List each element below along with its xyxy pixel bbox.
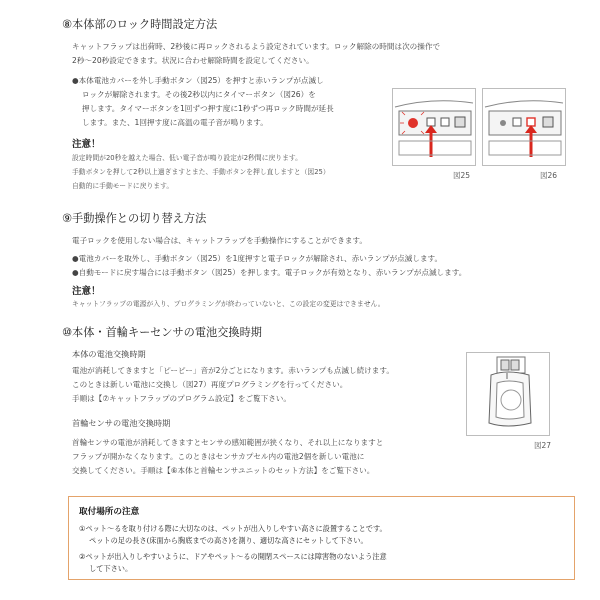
installation-notice-box: [68, 496, 575, 580]
section9-bullet-1: ●電池カバーを取外し、手動ボタン（図25）を1度押すと電子ロックが解除され、赤いランプが点滅します。: [72, 254, 443, 263]
section8-bullet-4: します。また、1回押す度に高温の電子音が鳴ります。: [82, 118, 268, 127]
section8-note-1: 設定時間が20秒を越えた場合、低い電子音が鳴り設定が2秒間に戻ります。: [72, 154, 302, 162]
section8-intro-2: 2秒～20秒設定できます。状況に合わせ解除時間を設定してください。: [72, 56, 314, 65]
section8-title: ⑧本体部のロック時間設定方法: [62, 18, 218, 31]
section10-p1-2: このときは新しい電池に交換し（図27）再度プログラミングを行ってください。: [72, 380, 348, 389]
figure-26: [482, 88, 566, 166]
section9-note-line: キャットフラップの電源が入り、プログラミングが終わっていないと、この設定の変更はできません。: [72, 300, 385, 308]
figure-25-illustration: [393, 89, 475, 165]
section9-title: ⑨手動操作との切り替え方法: [62, 212, 207, 225]
section10-p2-2: フラップが開かなくなります。このときはセンサカプセル内の電池2個を新しい電池に: [72, 452, 365, 461]
notice-item2-line1: ②ペットが出入りしやすいように、ドアやペット～るの開閉スペースには障害物のないよう注意: [79, 552, 387, 561]
section10-p1-3: 手順は【⑦キャットフラップのプログラム設定】をご覧下さい。: [72, 394, 291, 403]
notice-title: 取付場所の注意: [79, 507, 140, 517]
section9-bullet-2: ●自動モードに戻す場合には手動ボタン（図25）を押します。電子ロックが有効となり、赤いランプが点滅します。: [72, 268, 467, 277]
figure-25: [392, 88, 476, 166]
notice-item2-line2: して下さい。: [89, 564, 133, 573]
notice-item1-line2: ペットの足の長さ(床面から胸底までの高さ)を測り、適切な高さにセットして下さい。: [89, 536, 368, 545]
section9-note-label: 注意！: [72, 286, 101, 297]
section10-p2-3: 交換してください。手順は【⑥本体と首輪センサユニットのセット方法】をご覧下さい。: [72, 466, 375, 475]
section10-sub1: 本体の電池交換時期: [72, 349, 146, 359]
red-led-icon: [408, 118, 418, 128]
figure-27-illustration: [467, 353, 549, 435]
section8-note-label: 注意！: [72, 139, 101, 150]
section10-title: ⑩本体・首輪キーセンサの電池交換時期: [62, 326, 262, 339]
section8-note-2: 手動ボタンを押して2秒以上過ぎますとまた、手動ボタンを押し直しますと（図25）: [72, 168, 330, 176]
section10-sub2: 首輪センサの電池交換時期: [72, 418, 171, 428]
section8-note-3: 自動的に手動モードに戻ります。: [72, 182, 174, 190]
figure-25-caption: 図25: [453, 171, 471, 180]
section8-bullet-3: 押します。タイマーボタンを1回ずつ押す度に1秒ずつ再ロック時間が延長: [82, 104, 334, 113]
figure-27-caption: 図27: [534, 441, 552, 450]
section9-intro: 電子ロックを使用しない場合は、キャットフラップを手動操作にすることができます。: [72, 236, 368, 245]
section8-intro-1: キャットフラップは出荷時、2秒後に再ロックされるよう設定されています。ロック解除の時間は次の操作で: [72, 42, 441, 51]
notice-item1-line1: ①ペット～るを取り付ける際に大切なのは、ペットが出入りしやすい高さに設置することです。: [79, 524, 387, 533]
section10-p1-1: 電池が消耗してきますと「ピーピー」音が2分ごとになります。赤いランプも点滅し続けます。: [72, 366, 394, 375]
section10-p2-1: 首輪センサの電池が消耗してきますとセンサの感知範囲が狭くなり、それ以上になりますと: [72, 438, 384, 447]
figure-26-caption: 図26: [540, 171, 558, 180]
section8-bullet-2: ロックが解除されます。その後2秒以内にタイマーボタン（図26）を: [82, 90, 316, 99]
section8-bullet-1: ●本体電池カバーを外し手動ボタン（図25）を押すと赤いランプが点滅し: [72, 76, 324, 85]
figure-26-illustration: [483, 89, 565, 165]
figure-27: [466, 352, 550, 436]
